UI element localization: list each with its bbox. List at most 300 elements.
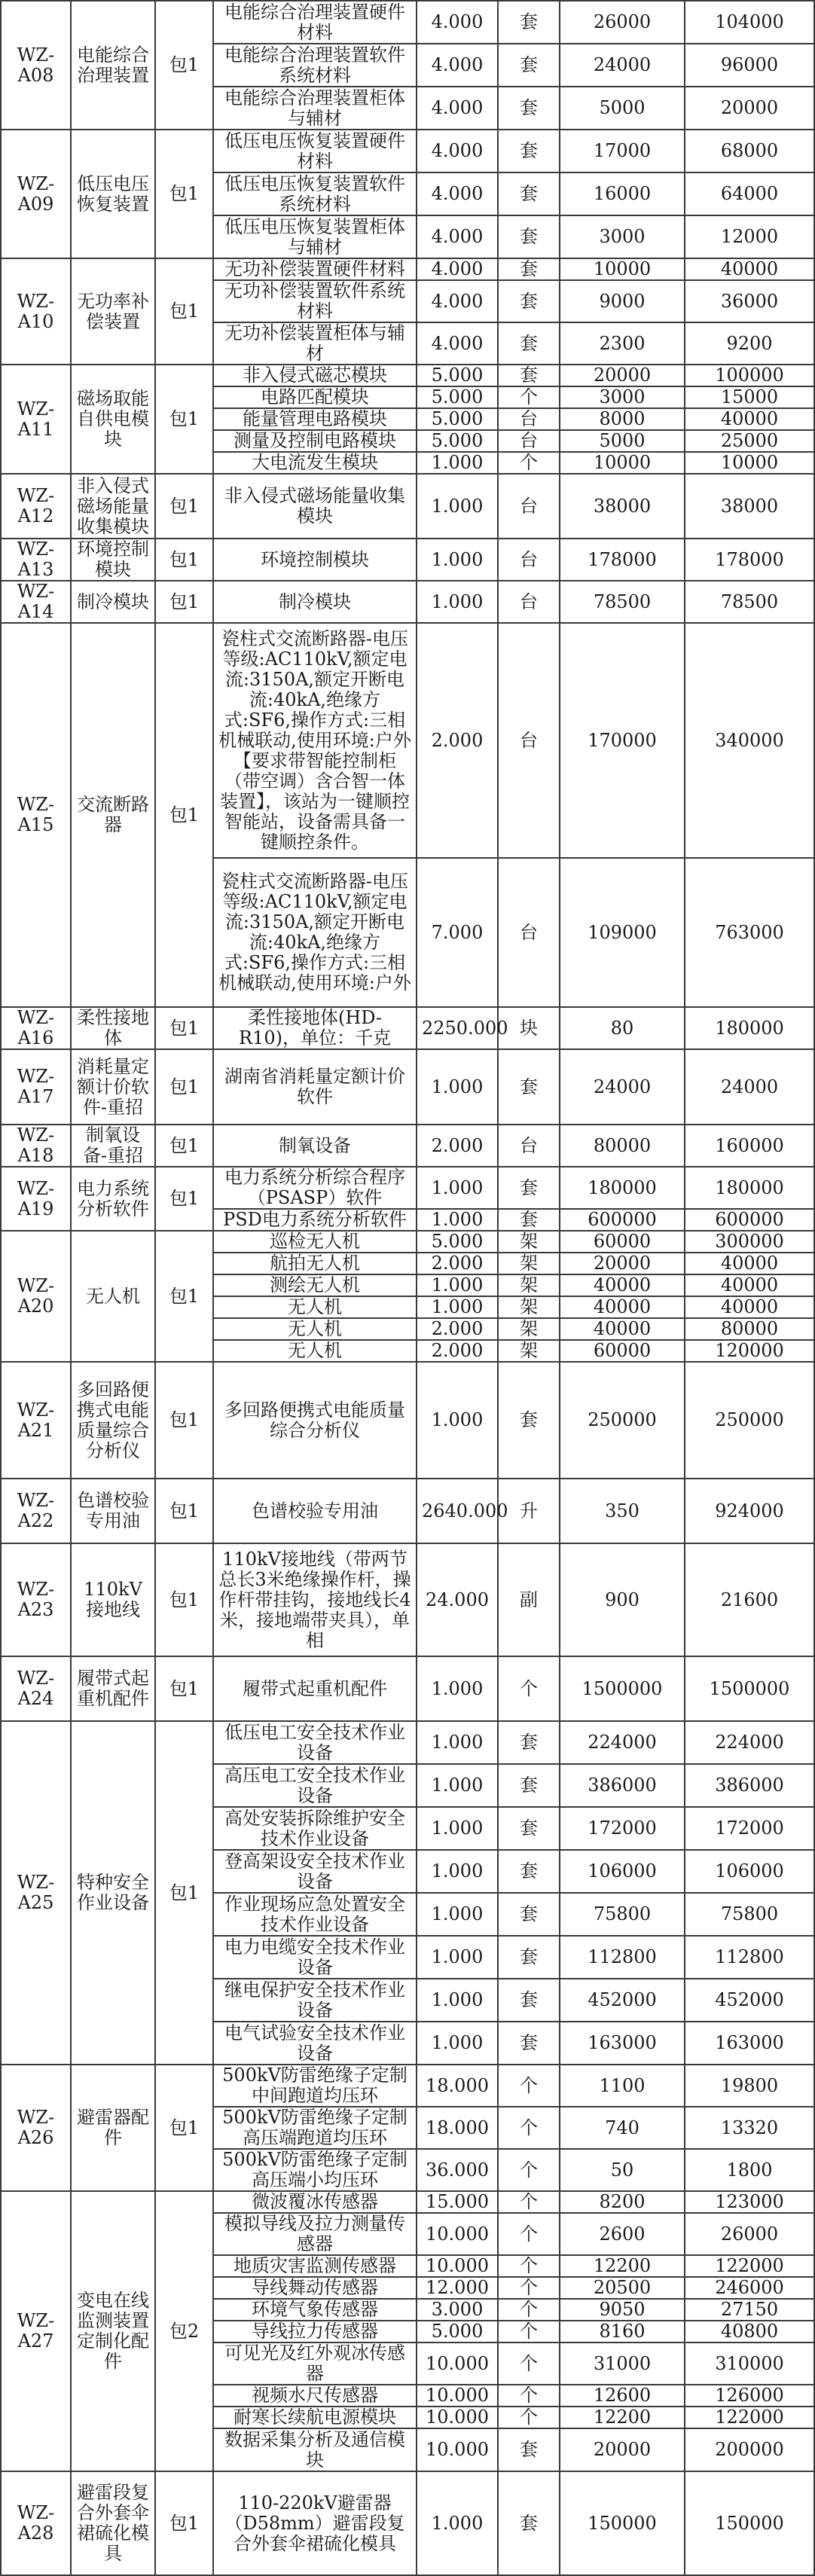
unit-cell: 架 [498,1231,560,1253]
total-price-cell: 40000 [685,1296,814,1318]
table-row [1,1007,814,1049]
total-price-cell: 178000 [685,539,814,581]
unit-price-cell: 109000 [560,858,685,1007]
unit-price-cell: 180000 [560,1167,685,1209]
quantity-cell: 10.000 [417,2213,498,2255]
quantity-cell: 5.000 [417,2321,498,2343]
quantity-cell: 1.000 [417,1764,498,1807]
unit-cell: 套 [498,130,560,172]
table-row [1,1,814,44]
material-code-cell: WZ-A28 [1,2471,71,2575]
total-price-cell: 38000 [685,474,814,539]
unit-price-cell: 20000 [560,1253,685,1274]
total-price-cell: 452000 [685,1979,814,2022]
package-cell: 包1 [155,258,213,365]
package-cell: 包1 [155,1479,213,1543]
item-description-cell: 低压电压恢复装置软件系统材料 [213,172,417,215]
unit-cell: 台 [498,623,560,858]
quantity-cell: 2250.000 [417,1007,498,1049]
quantity-cell: 1.000 [417,474,498,539]
total-price-cell: 100000 [685,365,814,386]
unit-cell: 个 [498,1656,560,1721]
total-price-cell: 246000 [685,2277,814,2299]
unit-cell: 套 [498,280,560,322]
unit-price-cell: 80000 [560,1125,685,1167]
item-description-cell: 电能综合治理装置硬件材料 [213,1,417,44]
quantity-cell: 2.000 [417,623,498,858]
total-price-cell: 600000 [685,1209,814,1231]
unit-price-cell: 1100 [560,2065,685,2107]
unit-price-cell: 26000 [560,1,685,44]
material-code-cell: WZ-A17 [1,1049,71,1125]
total-price-cell: 27150 [685,2299,814,2321]
item-description-cell: 非入侵式磁芯模块 [213,365,417,386]
quantity-cell: 12.000 [417,2277,498,2299]
unit-price-cell: 3000 [560,215,685,258]
table-row [1,1231,814,1253]
item-description-cell: 高压电工安全技术作业设备 [213,1764,417,1807]
unit-price-cell: 3000 [560,386,685,408]
unit-cell: 套 [498,1979,560,2022]
item-description-cell: 环境气象传感器 [213,2299,417,2321]
package-cell: 包1 [155,2471,213,2575]
package-cell: 包1 [155,1049,213,1125]
unit-price-cell: 12600 [560,2385,685,2407]
quantity-cell: 24.000 [417,1543,498,1656]
unit-price-cell: 5000 [560,87,685,130]
unit-cell: 个 [498,2065,560,2107]
unit-price-cell: 40000 [560,1318,685,1340]
total-price-cell: 40000 [685,408,814,430]
unit-price-cell: 31000 [560,2343,685,2385]
material-name-cell: 交流断路器 [71,623,155,1007]
item-description-cell: 导线舞动传感器 [213,2277,417,2299]
quantity-cell: 10.000 [417,2255,498,2277]
item-description-cell: 无功补偿装置硬件材料 [213,258,417,280]
unit-price-cell: 50 [560,2149,685,2191]
item-description-cell: 履带式起重机配件 [213,1656,417,1721]
table-row [1,623,814,858]
material-name-cell: 色谱校验专用油 [71,1479,155,1543]
unit-cell: 架 [498,1340,560,1362]
item-description-cell: 耐寒长续航电源模块 [213,2407,417,2428]
material-code-cell: WZ-A21 [1,1362,71,1479]
table-row [1,2191,814,2213]
item-description-cell: 非入侵式磁场能量收集模块 [213,474,417,539]
table-row [1,1656,814,1721]
quantity-cell: 4.000 [417,44,498,87]
material-name-cell: 制氧设备-重招 [71,1125,155,1167]
quantity-cell: 1.000 [417,452,498,474]
quantity-cell: 10.000 [417,2428,498,2471]
item-description-cell: 地质灾害监测传感器 [213,2255,417,2277]
total-price-cell: 122000 [685,2255,814,2277]
material-code-cell: WZ-A20 [1,1231,71,1362]
unit-cell: 套 [498,172,560,215]
quantity-cell: 10.000 [417,2385,498,2407]
unit-cell: 台 [498,539,560,581]
item-description-cell: 可见光及红外观冰传感器 [213,2343,417,2385]
quantity-cell: 18.000 [417,2107,498,2149]
table-row [1,1049,814,1125]
total-price-cell: 172000 [685,1807,814,1850]
item-description-cell: 视频水尺传感器 [213,2385,417,2407]
total-price-cell: 80000 [685,1318,814,1340]
total-price-cell: 20000 [685,87,814,130]
quantity-cell: 5.000 [417,365,498,386]
package-cell: 包1 [155,1125,213,1167]
unit-price-cell: 16000 [560,172,685,215]
item-description-cell: 无人机 [213,1296,417,1318]
total-price-cell: 200000 [685,2428,814,2471]
total-price-cell: 340000 [685,623,814,858]
unit-cell: 台 [498,408,560,430]
material-name-cell: 避雷器配件 [71,2065,155,2191]
item-description-cell: 电路匹配模块 [213,386,417,408]
total-price-cell: 924000 [685,1479,814,1543]
material-name-cell: 特种安全作业设备 [71,1721,155,2065]
unit-price-cell: 106000 [560,1850,685,1893]
unit-price-cell: 740 [560,2107,685,2149]
package-cell: 包1 [155,1,213,130]
unit-price-cell: 250000 [560,1362,685,1479]
quantity-cell: 4.000 [417,130,498,172]
quantity-cell: 3.000 [417,2299,498,2321]
unit-price-cell: 20000 [560,365,685,386]
package-cell: 包1 [155,623,213,1007]
total-price-cell: 40000 [685,1274,814,1296]
unit-price-cell: 80 [560,1007,685,1049]
total-price-cell: 12000 [685,215,814,258]
unit-price-cell: 40000 [560,1274,685,1296]
table-row [1,130,814,172]
material-name-cell: 非入侵式磁场能量收集模块 [71,474,155,539]
unit-cell: 套 [498,322,560,365]
item-description-cell: 110kV接地线（带两节总长3米绝缘操作杆，操作杆带挂钩，接地线长4米，接地端带夹具），单相 [213,1543,417,1656]
unit-cell: 套 [498,1721,560,1764]
material-code-cell: WZ-A11 [1,365,71,474]
package-cell: 包1 [155,1007,213,1049]
material-name-cell: 避雷段复合外套伞裙硫化模具 [71,2471,155,2575]
quantity-cell: 1.000 [417,581,498,623]
material-code-cell: WZ-A23 [1,1543,71,1656]
item-description-cell: 制氧设备 [213,1125,417,1167]
item-description-cell: 电力系统分析综合程序（PSASP）软件 [213,1167,417,1209]
quantity-cell: 1.000 [417,2022,498,2065]
item-description-cell: 电能综合治理装置软件系统材料 [213,44,417,87]
total-price-cell: 310000 [685,2343,814,2385]
package-cell: 包1 [155,1721,213,2065]
unit-cell: 套 [498,44,560,87]
total-price-cell: 24000 [685,1049,814,1125]
total-price-cell: 40000 [685,258,814,280]
unit-price-cell: 17000 [560,130,685,172]
unit-price-cell: 12200 [560,2255,685,2277]
unit-cell: 套 [498,1764,560,1807]
unit-cell: 个 [498,2343,560,2385]
quantity-cell: 4.000 [417,280,498,322]
material-code-cell: WZ-A26 [1,2065,71,2191]
table-row [1,1721,814,1764]
quantity-cell: 15.000 [417,2191,498,2213]
unit-price-cell: 163000 [560,2022,685,2065]
unit-price-cell: 60000 [560,1231,685,1253]
unit-cell: 块 [498,1007,560,1049]
quantity-cell: 1.000 [417,1296,498,1318]
unit-cell: 套 [498,1049,560,1125]
quantity-cell: 1.000 [417,539,498,581]
total-price-cell: 13320 [685,2107,814,2149]
quantity-cell: 4.000 [417,215,498,258]
material-code-cell: WZ-A24 [1,1656,71,1721]
total-price-cell: 1500000 [685,1656,814,1721]
quantity-cell: 2.000 [417,1253,498,1274]
total-price-cell: 160000 [685,1125,814,1167]
total-price-cell: 163000 [685,2022,814,2065]
item-description-cell: 电能综合治理装置柜体与辅材 [213,87,417,130]
unit-price-cell: 24000 [560,1049,685,1125]
table-row [1,1543,814,1656]
unit-price-cell: 8200 [560,2191,685,2213]
unit-price-cell: 350 [560,1479,685,1543]
unit-cell: 套 [498,1362,560,1479]
unit-price-cell: 40000 [560,1296,685,1318]
quantity-cell: 5.000 [417,408,498,430]
quantity-cell: 1.000 [417,1362,498,1479]
unit-cell: 台 [498,474,560,539]
unit-price-cell: 38000 [560,474,685,539]
table-row [1,258,814,280]
quantity-cell: 1.000 [417,1936,498,1979]
material-code-cell: WZ-A13 [1,539,71,581]
unit-price-cell: 150000 [560,2471,685,2575]
quantity-cell: 18.000 [417,2065,498,2107]
total-price-cell: 9200 [685,322,814,365]
item-description-cell: 无人机 [213,1318,417,1340]
quantity-cell: 1.000 [417,1049,498,1125]
unit-cell: 套 [498,1936,560,1979]
quantity-cell: 7.000 [417,858,498,1007]
package-cell: 包1 [155,1362,213,1479]
item-description-cell: 测量及控制电路模块 [213,430,417,452]
material-name-cell: 无功率补偿装置 [71,258,155,365]
item-description-cell: 柔性接地体(HD-R10)，单位：千克 [213,1007,417,1049]
quantity-cell: 5.000 [417,1231,498,1253]
total-price-cell: 106000 [685,1850,814,1893]
material-code-cell: WZ-A08 [1,1,71,130]
unit-cell: 个 [498,2407,560,2428]
item-description-cell: 湖南省消耗量定额计价软件 [213,1049,417,1125]
unit-cell: 台 [498,858,560,1007]
unit-cell: 架 [498,1318,560,1340]
total-price-cell: 250000 [685,1362,814,1479]
item-description-cell: 电气试验安全技术作业设备 [213,2022,417,2065]
material-code-cell: WZ-A09 [1,130,71,258]
total-price-cell: 40000 [685,1253,814,1274]
unit-price-cell: 2600 [560,2213,685,2255]
total-price-cell: 763000 [685,858,814,1007]
unit-price-cell: 10000 [560,258,685,280]
unit-cell: 套 [498,2022,560,2065]
quantity-cell: 1.000 [417,1893,498,1936]
item-description-cell: 制冷模块 [213,581,417,623]
total-price-cell: 1800 [685,2149,814,2191]
package-cell: 包1 [155,1167,213,1231]
total-price-cell: 126000 [685,2385,814,2407]
unit-cell: 套 [498,1850,560,1893]
unit-cell: 架 [498,1274,560,1296]
unit-price-cell: 75800 [560,1893,685,1936]
total-price-cell: 104000 [685,1,814,44]
quantity-cell: 4.000 [417,172,498,215]
material-code-cell: WZ-A19 [1,1167,71,1231]
item-description-cell: 模拟导线及拉力测量传感器 [213,2213,417,2255]
unit-price-cell: 386000 [560,1764,685,1807]
unit-cell: 个 [498,2191,560,2213]
material-code-cell: WZ-A25 [1,1721,71,2065]
item-description-cell: 登高架设安全技术作业设备 [213,1850,417,1893]
unit-price-cell: 112800 [560,1936,685,1979]
unit-cell: 套 [498,87,560,130]
quantity-cell: 5.000 [417,386,498,408]
unit-price-cell: 20000 [560,2428,685,2471]
table-row [1,1362,814,1479]
package-cell: 包1 [155,130,213,258]
quantity-cell: 1.000 [417,1850,498,1893]
item-description-cell: 无人机 [213,1340,417,1362]
total-price-cell: 96000 [685,44,814,87]
item-description-cell: PSD电力系统分析软件 [213,1209,417,1231]
material-name-cell: 磁场取能自供电模块 [71,365,155,474]
unit-cell: 个 [498,2299,560,2321]
table-row [1,581,814,623]
total-price-cell: 180000 [685,1007,814,1049]
package-cell: 包1 [155,539,213,581]
table-row [1,1125,814,1167]
table-row [1,539,814,581]
quantity-cell: 5.000 [417,430,498,452]
unit-price-cell: 452000 [560,1979,685,2022]
total-price-cell: 386000 [685,1764,814,1807]
item-description-cell: 测绘无人机 [213,1274,417,1296]
unit-cell: 架 [498,1296,560,1318]
total-price-cell: 10000 [685,452,814,474]
quantity-cell: 36.000 [417,2149,498,2191]
item-description-cell: 电力电缆安全技术作业设备 [213,1936,417,1979]
table-row [1,1479,814,1543]
unit-price-cell: 12200 [560,2407,685,2428]
unit-cell: 套 [498,215,560,258]
total-price-cell: 120000 [685,1340,814,1362]
total-price-cell: 78500 [685,581,814,623]
package-cell: 包1 [155,1656,213,1721]
material-code-cell: WZ-A18 [1,1125,71,1167]
material-code-cell: WZ-A22 [1,1479,71,1543]
item-description-cell: 能量管理电路模块 [213,408,417,430]
quantity-cell: 4.000 [417,322,498,365]
item-description-cell: 500kV防雷绝缘子定制高压端小均压环 [213,2149,417,2191]
total-price-cell: 68000 [685,130,814,172]
quantity-cell: 1.000 [417,1721,498,1764]
unit-cell: 个 [498,2149,560,2191]
unit-cell: 套 [498,1807,560,1850]
material-name-cell: 柔性接地体 [71,1007,155,1049]
item-description-cell: 高处安装拆除维护安全技术作业设备 [213,1807,417,1850]
table-row [1,2471,814,2575]
item-description-cell: 瓷柱式交流断路器-电压等级:AC110kV,额定电流:3150A,额定开断电流:40kA,绝缘方式:SF6,操作方式:三相机械联动,使用环境:户外【要求带智能控制柜（带空调）含合智一体装置】，该站为一键顺控智能站，设备需具备一键顺控条件。 [213,623,417,858]
unit-cell: 套 [498,2471,560,2575]
unit-cell: 副 [498,1543,560,1656]
total-price-cell: 180000 [685,1167,814,1209]
total-price-cell: 36000 [685,280,814,322]
unit-price-cell: 900 [560,1543,685,1656]
total-price-cell: 19800 [685,2065,814,2107]
item-description-cell: 低压电压恢复装置柜体与辅材 [213,215,417,258]
table-row [1,1167,814,1209]
material-code-cell: WZ-A10 [1,258,71,365]
quantity-cell: 1.000 [417,1209,498,1231]
item-description-cell: 微波覆冰传感器 [213,2191,417,2213]
total-price-cell: 75800 [685,1893,814,1936]
item-description-cell: 500kV防雷绝缘子定制高压端跑道均压环 [213,2107,417,2149]
package-cell: 包1 [155,365,213,474]
unit-price-cell: 60000 [560,1340,685,1362]
quantity-cell: 2.000 [417,1318,498,1340]
unit-cell: 套 [498,2428,560,2471]
material-name-cell: 消耗量定额计价软件-重招 [71,1049,155,1125]
material-name-cell: 变电在线监测装置定制化配件 [71,2191,155,2471]
material-name-cell: 电能综合治理装置 [71,1,155,130]
unit-price-cell: 78500 [560,581,685,623]
unit-cell: 个 [498,2385,560,2407]
item-description-cell: 环境控制模块 [213,539,417,581]
total-price-cell: 25000 [685,430,814,452]
quantity-cell: 1.000 [417,1979,498,2022]
unit-cell: 个 [498,2107,560,2149]
item-description-cell: 多回路便携式电能质量综合分析仪 [213,1362,417,1479]
material-code-cell: WZ-A16 [1,1007,71,1049]
unit-price-cell: 5000 [560,430,685,452]
unit-price-cell: 172000 [560,1807,685,1850]
item-description-cell: 数据采集分析及通信模块 [213,2428,417,2471]
item-description-cell: 110-220kV避雷器（D58mm）避雷段复合外套伞裙硫化模具 [213,2471,417,2575]
unit-cell: 个 [498,2255,560,2277]
unit-price-cell: 170000 [560,623,685,858]
total-price-cell: 21600 [685,1543,814,1656]
material-name-cell: 多回路便携式电能质量综合分析仪 [71,1362,155,1479]
quantity-cell: 1.000 [417,1274,498,1296]
unit-cell: 套 [498,1209,560,1231]
unit-cell: 台 [498,1125,560,1167]
item-description-cell: 无功补偿装置软件系统材料 [213,280,417,322]
total-price-cell: 300000 [685,1231,814,1253]
total-price-cell: 123000 [685,2191,814,2213]
unit-cell: 个 [498,2321,560,2343]
unit-price-cell: 178000 [560,539,685,581]
total-price-cell: 64000 [685,172,814,215]
unit-cell: 个 [498,452,560,474]
total-price-cell: 112800 [685,1936,814,1979]
unit-cell: 台 [498,581,560,623]
package-cell: 包2 [155,2191,213,2471]
material-name-cell: 低压电压恢复装置 [71,130,155,258]
quantity-cell: 4.000 [417,87,498,130]
total-price-cell: 26000 [685,2213,814,2255]
item-description-cell: 巡检无人机 [213,1231,417,1253]
item-description-cell: 瓷柱式交流断路器-电压等级:AC110kV,额定电流:3150A,额定开断电流:40kA,绝缘方式:SF6,操作方式:三相机械联动,使用环境:户外 [213,858,417,1007]
material-code-cell: WZ-A12 [1,474,71,539]
package-cell: 包1 [155,581,213,623]
